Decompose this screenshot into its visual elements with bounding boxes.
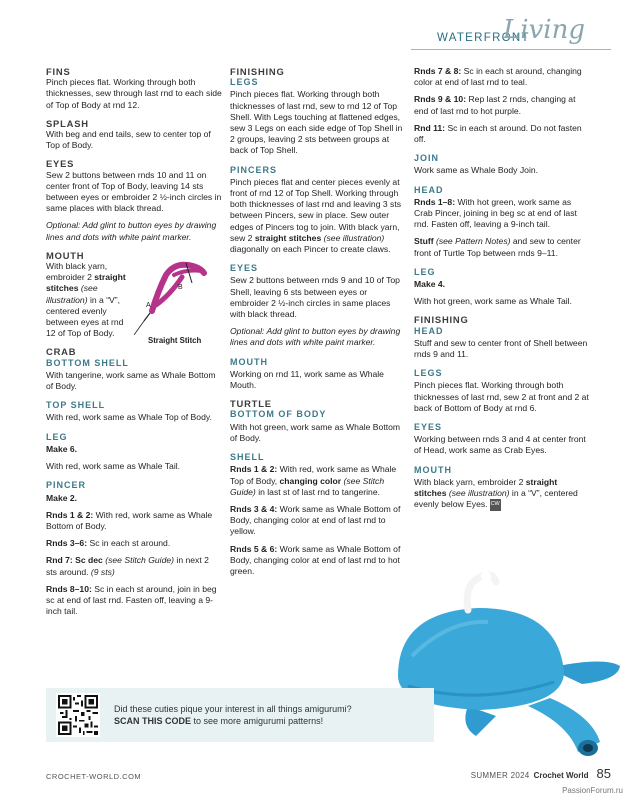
qr-promo-line1: Did these cuties pique your interest in all things amigurumi?	[114, 704, 352, 714]
turtle-leg-text: With hot green, work same as Whale Tail.	[414, 296, 572, 307]
fins-text: Pinch pieces flat. Working through both thicknesses, sew through last rnd to each side of Top of Body at rnd 12.	[46, 77, 222, 110]
crab-pincer-make	[46, 493, 222, 504]
finish-legs-heading: LEGS	[414, 368, 443, 379]
footer-magazine: Crochet World	[533, 771, 589, 780]
crab-bottom-shell-heading: BOTTOM SHELL	[46, 357, 129, 368]
shell-r3-label: Rnds 5 & 6:	[230, 543, 278, 554]
crab-eyes-optional: Optional: Add glint to button eyes by drawing lines and dots with white paint marker.	[230, 326, 401, 348]
shell-r1-label: Rnds 1 & 2:	[230, 464, 278, 475]
shell-round-11	[414, 123, 590, 145]
turtle-bottom-heading: BOTTOM OF BODY	[230, 409, 327, 420]
brand-script: Living	[503, 15, 585, 45]
shell-round-7-8	[414, 66, 590, 88]
turtle-shell-heading: SHELL	[230, 452, 265, 463]
head-rounds	[414, 197, 590, 231]
crab-leg-make	[46, 444, 222, 455]
magazine-section-brand	[411, 14, 611, 50]
figure-caption: Straight Stitch	[148, 336, 202, 346]
turtle-leg-heading: LEG	[414, 266, 436, 277]
crab-pincers-text	[230, 177, 408, 255]
crab-top-shell-text: With red, work same as Whale Top of Body.	[46, 412, 212, 423]
qr-code-icon[interactable]	[56, 693, 100, 737]
brand-underline	[411, 49, 611, 50]
turtle-leg-make-text: Make 4.	[414, 279, 446, 290]
footer-website: CROCHET-WORLD.COM	[46, 772, 142, 781]
pincer-r2-text: Sc in each st around.	[89, 538, 171, 549]
crab-legs-text: Pinch pieces flat. Working through both thicknesses of last rnd, sew to rnd 12 of Top Shell. With Legs touching at flattened edges, sew 3 Legs on each side edge of Top Shell in 2 groups, leaving 2 sts between groups at back of Top Shell.	[230, 89, 403, 156]
shell-r1-text-a: With red, work same as Whale Top of Body,	[230, 464, 397, 486]
qr-promo-text	[114, 704, 424, 727]
watermark: PassionForum.ru	[562, 786, 623, 795]
crab-pincer-make-text: Make 2.	[46, 492, 78, 503]
pincer-r1-label: Rnds 1 & 2:	[46, 509, 94, 520]
turtle-head-heading: HEAD	[414, 184, 444, 195]
head-stuff-bold: Stuff	[414, 236, 434, 247]
pincer-r4-label: Rnds 8–10:	[46, 583, 92, 594]
pincer-r3-count: (9 sts)	[90, 566, 115, 577]
footer-issue: SUMMER 2024	[470, 771, 530, 780]
r78-text: Sc in each st around, changing color at end of last rnd to teal.	[414, 66, 582, 88]
splash-text: With beg and end tails, sew to center top of Top of Body.	[46, 129, 211, 151]
turtle-bottom-text: With hot green, work same as Whale Bottom of Body.	[230, 421, 401, 443]
turtle-leg-make	[414, 279, 590, 290]
pincer-r4-text: Sc in each st around, join in beg sc at end of last rnd. Fasten off, leaving a 9-inch tail.	[46, 583, 217, 617]
crab-leg-make-text: Make 6.	[46, 443, 78, 454]
head-stuff-ref: (see Pattern Notes)	[435, 236, 511, 247]
turtle-finishing-heading: FINISHING	[414, 314, 469, 326]
qr-promo-line2	[114, 716, 424, 728]
shell-round-9-10	[414, 94, 590, 116]
brand-prefix: WATERFRONT	[437, 32, 530, 44]
turtle-heading: TURTLE	[230, 398, 272, 410]
head-r-label: Rnds 1–8:	[414, 196, 456, 207]
crab-mouth-text: Working on rnd 11, work same as Whale Mouth.	[230, 368, 384, 391]
pincer-r3-text: in next 2 sts around.	[46, 555, 209, 577]
crab-top-shell-heading: TOP SHELL	[46, 400, 106, 411]
finish-legs-text: Pinch pieces flat. Working through both thicknesses of last rnd, sew 2 at front and 2 at back of Bottom of Body at rnd 6.	[414, 380, 589, 413]
finish-head-heading: HEAD	[414, 325, 444, 336]
crab-mouth-heading: MOUTH	[230, 356, 268, 367]
shell-r1-text-b: in last st of last rnd to tangerine.	[258, 486, 380, 497]
eyes-text: Sew 2 buttons between rnds 10 and 11 on center front of Top of Body, leaving 14 sts between eyes or embroider 2 ½-inch circles in same places with black thread.	[46, 169, 222, 214]
column-2	[230, 66, 408, 583]
crab-heading: CRAB	[46, 346, 77, 358]
shell-r3-text: Work same as Whale Bottom of Body, changing color at end of last rnd to hot green.	[230, 543, 401, 576]
crab-eyes-text: Sew 2 buttons between rnds 9 and 10 of Top Shell, leaving 6 sts between eyes or embroider 2 ½-inch circles in same places with black thread.	[230, 275, 400, 320]
crab-pincer-heading: PINCER	[46, 480, 87, 491]
turtle-join-text: Work same as Whale Body Join.	[414, 165, 539, 176]
r910-label: Rnds 9 & 10:	[414, 94, 467, 105]
footer-folio	[471, 766, 611, 781]
column-3	[414, 66, 590, 517]
turtle-join-heading: JOIN	[414, 153, 440, 164]
mouth-heading: MOUTH	[46, 249, 85, 261]
finish-eyes-heading: EYES	[414, 422, 443, 433]
shell-round-2	[230, 504, 408, 538]
mouth-ref: (see illustration)	[46, 283, 98, 305]
pincer-round-3	[46, 555, 222, 577]
pincer-round-4	[46, 584, 222, 618]
splash-heading: SPLASH	[46, 117, 89, 129]
r11-label: Rnd 11:	[414, 122, 446, 133]
head-stuff-text: and sew to center front of Turtle Top between rnds 9–11.	[414, 236, 581, 258]
pincer-round-1	[46, 510, 222, 532]
mouth-text-a: With black yarn, embroider 2	[46, 261, 108, 283]
finish-eyes-text: Working between rnds 3 and 4 at center front of Head, work same as Crab Eyes.	[414, 434, 586, 456]
figure-label-a: A	[146, 302, 151, 310]
figure-label-b: B	[178, 284, 183, 292]
crab-finishing-heading: FINISHING	[230, 66, 285, 77]
shell-round-1	[230, 464, 408, 498]
crab-leg-heading: LEG	[46, 431, 68, 442]
eyes-heading: EYES	[46, 158, 75, 170]
head-r-text: With hot green, work same as Crab Pincer, joining in beg sc at end of last rnd. Fasten off, leaving a 9-inch tail.	[414, 196, 577, 230]
qr-promo-banner[interactable]	[46, 688, 434, 742]
mouth-text-b: in a “V”, centered evenly between eyes at rnd 12 of Top of Body.	[46, 294, 124, 339]
column-1	[46, 66, 222, 623]
shell-r1-bold: changing color	[279, 475, 342, 486]
finish-mouth-ref: (see illustration)	[448, 488, 510, 499]
pincer-round-2	[46, 538, 222, 549]
pincers-bold: straight stitches	[254, 232, 322, 243]
mouth-block	[46, 261, 222, 346]
pincers-ref: (see illustration)	[323, 232, 385, 243]
finish-head-text: Stuff and sew to center front of Shell between rnds 9 and 11.	[414, 337, 588, 360]
crab-legs-heading: LEGS	[230, 77, 259, 88]
shell-r2-text: Work same as Whale Bottom of Body, changing color at end of last rnd to yellow.	[230, 503, 401, 537]
finish-mouth-text-a: With black yarn, embroider 2	[414, 476, 524, 487]
shell-r2-label: Rnds 3 & 4:	[230, 503, 278, 514]
mouth-bold: straight stitches	[46, 272, 126, 294]
finish-mouth-text	[414, 477, 590, 511]
pincers-text-a: Pinch pieces flat and center pieces evenly at front of rnd 12 of Top Shell. Working through both thicknesses of last rnd and leaving 3 sts between Pincers, sew in place. Sew outer edges of Pincers tog to join. With black yarn, sew 2	[230, 176, 402, 243]
r78-label: Rnds 7 & 8:	[414, 66, 462, 76]
finish-mouth-heading: MOUTH	[414, 464, 452, 475]
end-of-article-badge: CW	[490, 499, 501, 510]
pincer-r1-text: With red, work same as Whale Bottom of Body.	[46, 509, 213, 531]
pincer-r3-label: Rnd 7:	[46, 555, 73, 566]
crab-leg-text: With red, work same as Whale Tail.	[46, 461, 181, 472]
head-stuff	[414, 236, 590, 258]
crab-bottom-shell-text: With tangerine, work same as Whale Bottom of Body.	[46, 369, 216, 392]
pincer-r3-bold: Sc dec	[75, 555, 103, 566]
pincer-r2-label: Rnds 3–6:	[46, 538, 88, 549]
page-number: 85	[596, 766, 611, 781]
qr-cta-rest: to see more amigurumi patterns!	[193, 715, 324, 726]
straight-stitch-illustration	[130, 255, 220, 335]
shell-r1-ref: (see Stitch Guide)	[230, 475, 385, 497]
fins-heading: FINS	[46, 66, 71, 77]
pincer-r3-ref: (see Stitch Guide)	[105, 555, 175, 566]
r11-text: Sc in each st around. Do not fasten off.	[414, 122, 582, 145]
pincers-text-b: diagonally on each Pincer to create claws.	[230, 244, 391, 255]
mouth-text	[46, 261, 128, 339]
finish-mouth-bold: straight stitches	[414, 476, 558, 499]
eyes-optional-note: Optional: Add glint to button eyes by drawing lines and dots with white paint marker.	[46, 220, 217, 242]
qr-cta-bold: SCAN THIS CODE	[114, 715, 192, 726]
finish-mouth-text-b: in a “V”, centered evenly below Eyes.	[414, 488, 578, 510]
crab-eyes-heading: EYES	[230, 263, 259, 274]
crab-pincers-heading: PINCERS	[230, 164, 278, 175]
r910-text: Rep last 2 rnds, changing at end of last rnd to hot purple.	[414, 94, 576, 116]
